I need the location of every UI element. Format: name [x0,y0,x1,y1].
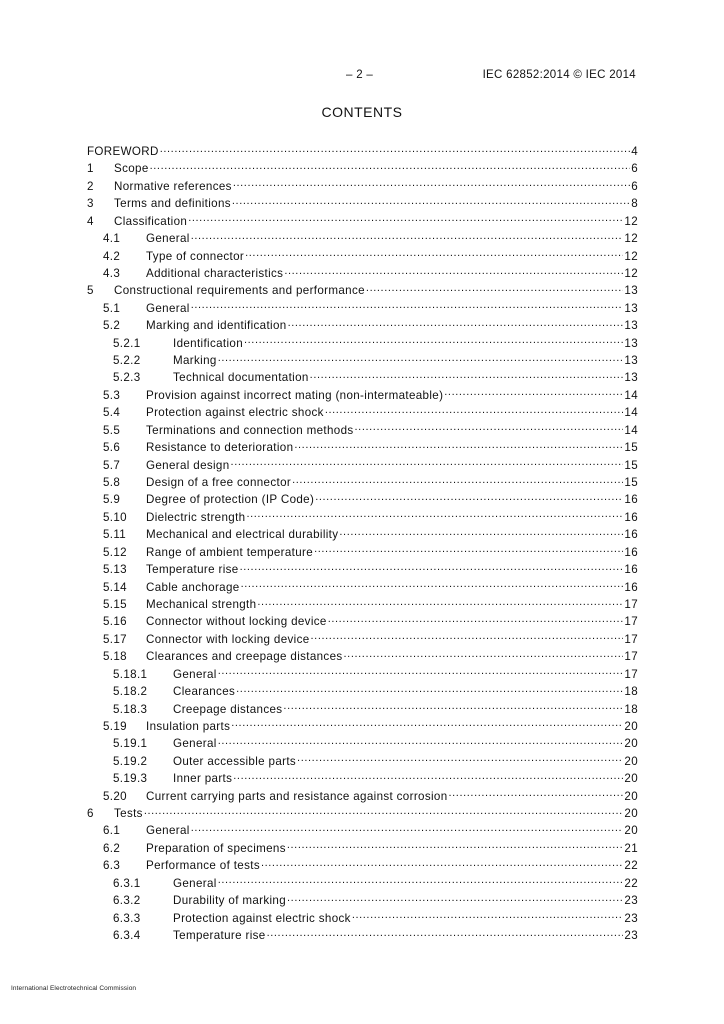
toc-entry-page[interactable]: 20 [624,789,638,803]
dot-leader [314,546,623,556]
toc-entry-number: 5.2.1 [113,336,141,350]
toc-entry-number: 5.3 [103,388,121,402]
dot-leader [311,633,624,643]
dot-leader [261,859,623,869]
toc-entry-number: 2 [87,179,94,193]
toc-entry-label[interactable]: Creepage distances [173,702,283,716]
toc-entry-number: 5.12 [103,545,127,559]
toc-entry-label[interactable]: Range of ambient temperature [146,545,314,559]
toc-entry-label[interactable]: Resistance to deterioration [146,441,294,455]
toc-entry[interactable] [87,579,638,596]
toc-entry-page[interactable]: 23 [624,894,638,908]
toc-entry[interactable] [87,317,638,334]
toc-entry[interactable] [87,910,638,927]
toc-entry-number: 5.2.2 [113,354,141,368]
toc-entry-label[interactable]: Temperature rise [146,563,239,577]
dot-leader [241,581,624,591]
toc-entry-page[interactable]: 17 [624,597,638,611]
toc-entry[interactable] [87,805,638,822]
toc-entry[interactable] [87,892,638,909]
toc-entry[interactable] [87,561,638,578]
toc-entry-number: 5.19 [103,719,127,733]
dot-leader [233,772,623,782]
dot-leader [144,807,624,817]
toc-entry-label[interactable]: Temperature rise [173,928,266,942]
toc-entry-number: 5.9 [103,493,121,507]
toc-entry-page[interactable]: 21 [624,841,638,855]
toc-entry-page[interactable]: 17 [624,615,638,629]
toc-entry-page[interactable]: 12 [624,249,638,263]
toc-entry[interactable] [87,770,638,787]
toc-entry[interactable] [87,369,638,386]
toc-entry-label[interactable]: Constructional requirements and performance [114,284,365,298]
toc-entry-page[interactable]: 16 [624,580,638,594]
toc-entry[interactable] [87,195,638,212]
toc-entry[interactable] [87,160,638,177]
toc-entry-number: 6.3.4 [113,928,141,942]
toc-entry-label[interactable]: Design of a free connector [146,476,292,490]
toc-entry[interactable] [87,282,638,299]
toc-entry-label[interactable]: General [146,824,190,838]
dot-leader [218,668,624,678]
toc-entry-page[interactable]: 14 [624,423,638,437]
toc-entry[interactable] [87,631,638,648]
dot-leader [284,267,623,277]
toc-entry-label[interactable]: Protection against electric shock [146,406,324,420]
toc-entry-label[interactable]: Mechanical and electrical durability [146,528,339,542]
dot-leader [366,284,623,294]
toc-entry-label[interactable]: FOREWORD [87,145,159,158]
toc-entry-number: 1 [87,162,94,176]
dot-leader [352,912,624,922]
toc-entry-page[interactable]: 16 [624,510,638,524]
toc-entry[interactable] [87,230,638,247]
toc-entry-page[interactable]: 13 [624,354,638,368]
toc-entry-number: 5.19.2 [113,754,148,768]
dot-leader [218,877,624,887]
dot-leader [244,337,623,347]
toc-entry[interactable] [87,422,638,439]
toc-entry-number: 5.18 [103,650,127,664]
toc-entry[interactable] [87,352,638,369]
toc-entry-label[interactable]: Preparation of specimens [146,841,286,855]
toc-entry[interactable] [87,248,638,265]
dot-leader [294,441,623,451]
toc-entry-page[interactable]: 8 [631,197,638,211]
toc-entry-label[interactable]: General [173,737,217,751]
dot-leader [188,215,623,225]
toc-entry[interactable] [87,666,638,683]
dot-leader [231,459,624,469]
standard-reference: IEC 62852:2014 © IEC 2014 [482,69,636,81]
toc-entry-label[interactable]: Normative references [114,179,232,193]
toc-entry[interactable] [87,683,638,700]
dot-leader [191,302,624,312]
toc-entry[interactable] [87,613,638,630]
dot-leader [240,563,624,573]
toc-entry-page[interactable]: 20 [624,719,638,733]
toc-entry-label[interactable]: Terms and definitions [114,197,231,211]
dot-leader [150,162,631,172]
toc-entry-page[interactable]: 20 [624,754,638,768]
toc-entry-page[interactable]: 22 [624,859,638,873]
toc-entry[interactable] [87,387,638,404]
toc-entry-label[interactable]: Outer accessible parts [173,754,297,768]
toc-entry-number: 5.2 [103,319,121,333]
toc-entry-page[interactable]: 18 [624,685,638,699]
toc-entry-number: 5.15 [103,597,127,611]
toc-entry-number: 4 [87,214,94,228]
toc-entry-label[interactable]: Connector with locking device [146,632,310,646]
toc-entry[interactable] [87,840,638,857]
toc-entry-page[interactable]: 15 [624,476,638,490]
toc-entry-number: 4.3 [103,266,121,280]
toc-entry-number: 3 [87,197,94,211]
toc-entry-label[interactable]: Protection against electric shock [173,911,351,925]
toc-entry-label[interactable]: Clearances [173,685,236,699]
toc-entry-page[interactable]: 15 [624,458,638,472]
toc-entry-label[interactable]: Marking [173,354,217,368]
toc-entry-number: 5.19.1 [113,737,148,751]
toc-entry-label[interactable]: General design [146,458,230,472]
dot-leader [287,842,624,852]
dot-leader [232,197,630,207]
toc-entry-page[interactable]: 22 [624,876,638,890]
toc-entry[interactable] [87,648,638,665]
toc-entry[interactable] [87,753,638,770]
toc-entry-number: 4.2 [103,249,121,263]
toc-entry-label[interactable]: Technical documentation [173,371,309,385]
toc-entry-label[interactable]: Marking and identification [146,319,287,333]
toc-entry[interactable] [87,822,638,839]
toc-entry[interactable] [87,735,638,752]
toc-entry-number: 5.5 [103,423,121,437]
page-title: CONTENTS [321,104,403,120]
dot-leader [292,476,623,486]
toc-entry[interactable] [87,213,638,230]
toc-entry-number: 5.16 [103,615,127,629]
toc-entry-page[interactable]: 12 [624,232,638,246]
toc-entry-page[interactable]: 17 [624,632,638,646]
toc-entry[interactable] [87,596,638,613]
toc-entry-number: 6.1 [103,824,121,838]
toc-entry-label[interactable]: General [173,876,217,890]
toc-entry[interactable] [87,701,638,718]
toc-entry-number: 5.14 [103,580,127,594]
toc-entry-number: 6.2 [103,841,121,855]
dot-leader [288,319,624,329]
toc-entry[interactable] [87,526,638,543]
dot-leader [218,737,624,747]
dot-leader [355,424,624,434]
dot-leader [283,703,623,713]
toc-entry-label[interactable]: Degree of protection (IP Code) [146,493,315,507]
dot-leader [328,615,624,625]
toc-entry[interactable] [87,265,638,282]
toc-entry-page[interactable]: 20 [624,737,638,751]
dot-leader [231,720,623,730]
toc-entry-number: 5.13 [103,563,127,577]
toc-entry-page[interactable]: 17 [624,650,638,664]
toc-entry-page[interactable]: 16 [624,563,638,577]
toc-entry-number: 5.10 [103,510,127,524]
toc-entry[interactable] [87,457,638,474]
toc-entry-label[interactable]: Current carrying parts and resistance against corrosion [146,789,448,803]
toc-entry[interactable] [87,474,638,491]
toc-entry-page[interactable]: 15 [624,441,638,455]
dot-leader [315,493,623,503]
table-of-contents [87,143,638,944]
dot-leader [310,371,624,381]
toc-entry-label[interactable]: Provision against incorrect mating (non-intermateable) [146,388,444,402]
dot-leader [444,389,623,399]
toc-entry-number: 5.18.1 [113,667,148,681]
toc-entry-number: 5.6 [103,441,121,455]
footer-publisher: International Electrotechnical Commission [11,985,137,992]
toc-entry-page[interactable]: 23 [624,928,638,942]
toc-entry-label[interactable]: Terminations and connection methods [146,423,354,437]
toc-entry-label[interactable]: Type of connector [146,249,245,263]
dot-leader [449,790,624,800]
toc-entry[interactable] [87,178,638,195]
toc-entry-label[interactable]: General [146,301,190,315]
toc-entry-number: 5.18.2 [113,685,148,699]
toc-entry-number: 5.18.3 [113,702,148,716]
toc-entry[interactable] [87,544,638,561]
dot-leader [218,354,624,364]
toc-entry[interactable] [87,439,638,456]
toc-entry-label[interactable]: Identification [173,336,243,350]
toc-entry-number: 5.19.3 [113,772,148,786]
toc-entry-page[interactable]: 12 [624,214,638,228]
toc-entry-number: 6.3 [103,859,121,873]
toc-entry-number: 5.7 [103,458,121,472]
dot-leader [325,406,624,416]
toc-entry-label[interactable]: General [146,232,190,246]
toc-entry[interactable] [87,875,638,892]
dot-leader [339,528,623,538]
toc-entry-number: 6.3.2 [113,894,141,908]
toc-entry-number: 5.8 [103,476,121,490]
toc-entry-page[interactable]: 14 [624,406,638,420]
toc-entry-label[interactable]: Clearances and creepage distances [146,650,343,664]
toc-entry-page[interactable]: 13 [624,284,638,298]
toc-entry-page[interactable]: 20 [624,824,638,838]
toc-entry-page[interactable]: 14 [624,388,638,402]
dot-leader [236,685,623,695]
toc-entry-label[interactable]: Additional characteristics [146,266,284,280]
page-header [0,69,724,85]
toc-entry-number: 6.3.3 [113,911,141,925]
dot-leader [297,755,623,765]
dot-leader [257,598,623,608]
dot-leader [160,145,630,155]
toc-entry-page[interactable]: 4 [631,145,638,158]
dot-leader [245,250,623,260]
toc-entry-label[interactable]: Performance of tests [146,859,260,873]
toc-entry-number: 4.1 [103,232,121,246]
dot-leader [267,929,624,939]
toc-entry-number: 5.20 [103,789,127,803]
toc-entry-page[interactable]: 13 [624,371,638,385]
dot-leader [246,511,623,521]
toc-entry-number: 5.2.3 [113,371,141,385]
toc-entry-page[interactable]: 13 [624,301,638,315]
toc-entry[interactable] [87,788,638,805]
toc-entry-page[interactable]: 20 [624,772,638,786]
toc-entry-label[interactable]: Mechanical strength [146,597,257,611]
dot-leader [344,650,624,660]
toc-entry-label[interactable]: Dielectric strength [146,510,246,524]
page-number: – 2 – [346,69,374,81]
toc-entry-page[interactable]: 23 [624,911,638,925]
toc-entry[interactable] [87,927,638,944]
toc-entry-label[interactable]: Tests [114,807,143,821]
toc-entry[interactable] [87,857,638,874]
toc-entry-number: 5.1 [103,301,121,315]
toc-entry-label[interactable]: Classification [114,214,188,228]
toc-entry-number: 5.11 [103,528,127,542]
toc-entry-label[interactable]: Insulation parts [146,719,231,733]
toc-entry[interactable] [87,491,638,508]
toc-entry-number: 6.3.1 [113,876,141,890]
toc-entry-page[interactable]: 6 [631,179,638,193]
dot-leader [191,232,624,242]
toc-entry-number: 6 [87,807,94,821]
toc-entry-page[interactable]: 13 [624,336,638,350]
toc-entry-page[interactable]: 16 [624,545,638,559]
toc-entry-page[interactable]: 12 [624,266,638,280]
toc-entry[interactable] [87,718,638,735]
toc-entry-label[interactable]: Scope [114,162,149,176]
toc-entry-page[interactable]: 18 [624,702,638,716]
toc-entry-label[interactable]: General [173,667,217,681]
dot-leader [287,894,623,904]
toc-entry-label[interactable]: Connector without locking device [146,615,327,629]
toc-entry-page[interactable]: 6 [631,162,638,176]
toc-entry-page[interactable]: 20 [624,807,638,821]
toc-entry-number: 5 [87,284,94,298]
toc-entry[interactable] [87,335,638,352]
dot-leader [191,824,624,834]
dot-leader [233,180,630,190]
toc-entry-label[interactable]: Cable anchorage [146,580,240,594]
toc-entry[interactable] [87,509,638,526]
toc-entry-page[interactable]: 16 [624,493,638,507]
toc-entry[interactable] [87,143,638,160]
toc-entry[interactable] [87,404,638,421]
toc-entry-page[interactable]: 17 [624,667,638,681]
toc-entry-page[interactable]: 13 [624,319,638,333]
toc-entry-label[interactable]: Inner parts [173,772,233,786]
toc-entry-page[interactable]: 16 [624,528,638,542]
toc-entry-number: 5.4 [103,406,121,420]
toc-entry[interactable] [87,300,638,317]
toc-entry-label[interactable]: Durability of marking [173,894,287,908]
toc-entry-number: 5.17 [103,632,127,646]
